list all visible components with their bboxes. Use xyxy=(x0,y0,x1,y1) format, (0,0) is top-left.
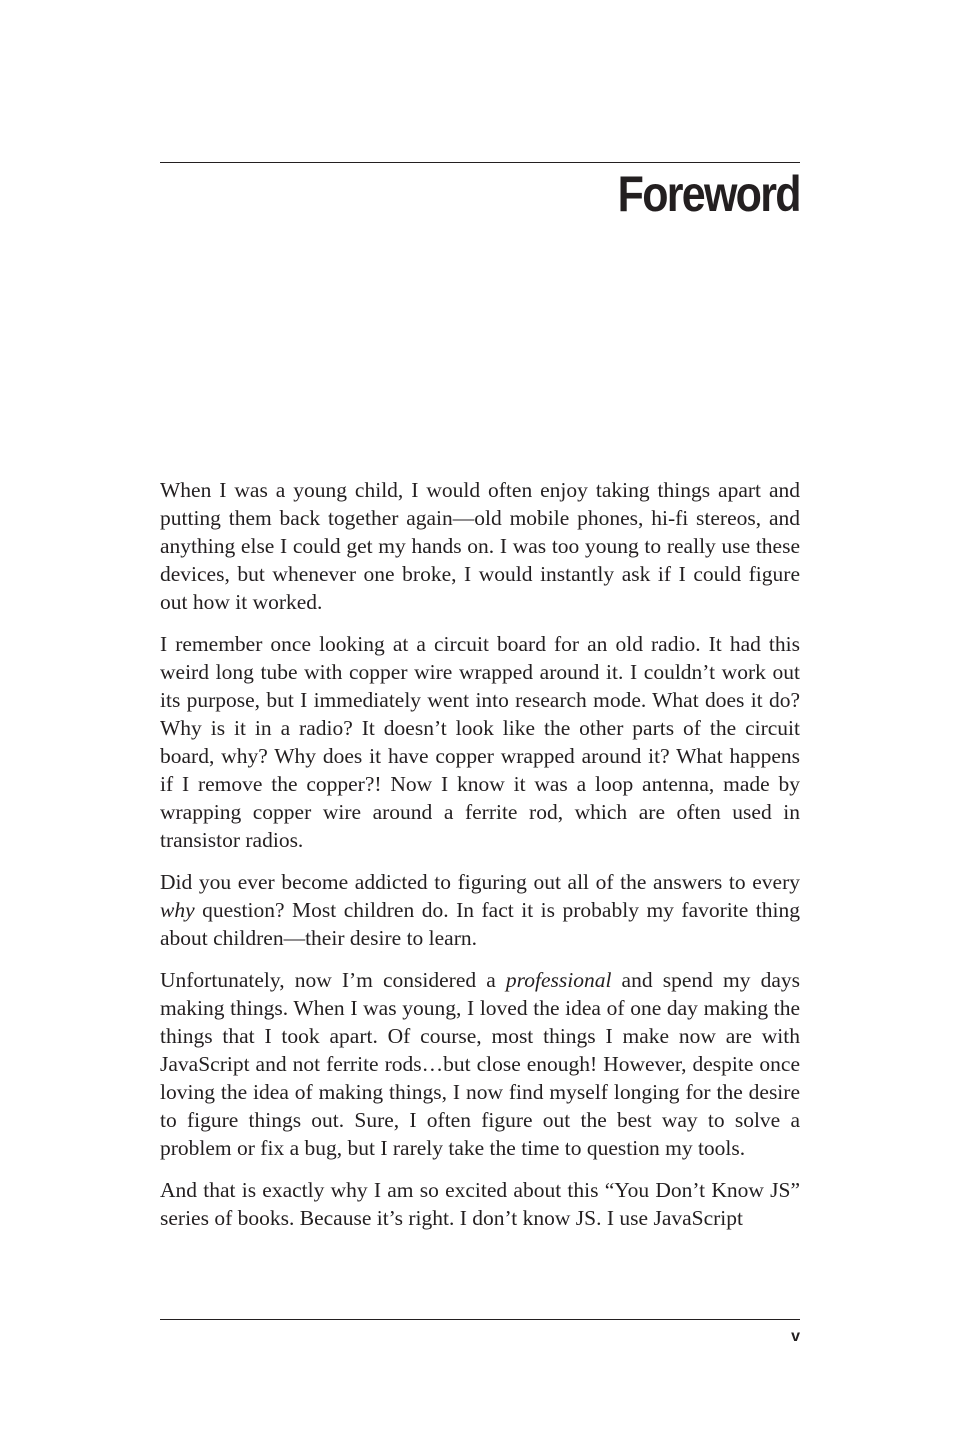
paragraph-5: And that is exactly why I am so excited about this “You Don’t Know JS” series of books. Because it’s right. I don’t know JS. I use JavaScript xyxy=(160,1178,800,1230)
chapter-rule xyxy=(160,162,800,163)
paragraph-4-text-start: Unfortunately, now I’m considered a xyxy=(160,968,506,992)
paragraph-3-text-start: Did you ever become addicted to figuring out all of the answers to every xyxy=(160,870,800,894)
paragraph-4-emphasis: professional xyxy=(505,968,612,992)
paragraph-4 xyxy=(160,966,800,1162)
page-number: v xyxy=(791,1328,800,1345)
footer-rule xyxy=(160,1319,800,1320)
foreword-body xyxy=(160,476,800,1246)
chapter-title: Foreword xyxy=(617,166,800,222)
paragraph-4-text-end: and spend my days making things. When I was young, I loved the idea of one day making the things that I took apart. Of course, most things I make now are with JavaScript and not ferrite rods…but close enough! However, despite once loving the idea of making things, I now find myself longing for the desire to figure things out. Sure, I often figure out the best way to solve a problem or fix a bug, but I rarely take the time to question my tools. xyxy=(160,968,800,1160)
paragraph-3 xyxy=(160,868,800,952)
paragraph-1: When I was a young child, I would often enjoy taking things apart and putting them back together again—old mobile phones, hi-fi stereos, and anything else I could get my hands on. I was too young to really use these devices, but whenever one broke, I would instantly ask if I could figure out how it worked. xyxy=(160,478,800,614)
paragraph-3-emphasis: why xyxy=(160,898,195,922)
paragraph-3-text-end: question? Most children do. In fact it is probably my favorite thing about children—their desire to learn. xyxy=(160,898,800,950)
paragraph-2: I remember once looking at a circuit board for an old radio. It had this weird long tube with copper wire wrapped around it. I couldn’t work out its purpose, but I immediately went into research mode. What does it do? Why is it in a radio? It doesn’t look like the other parts of the circuit board, why? Why does it have copper wrapped around it? What happens if I remove the copper?! Now I know it was a loop antenna, made by wrapping copper wire around a ferrite rod, which are often used in transistor radios. xyxy=(160,632,800,852)
